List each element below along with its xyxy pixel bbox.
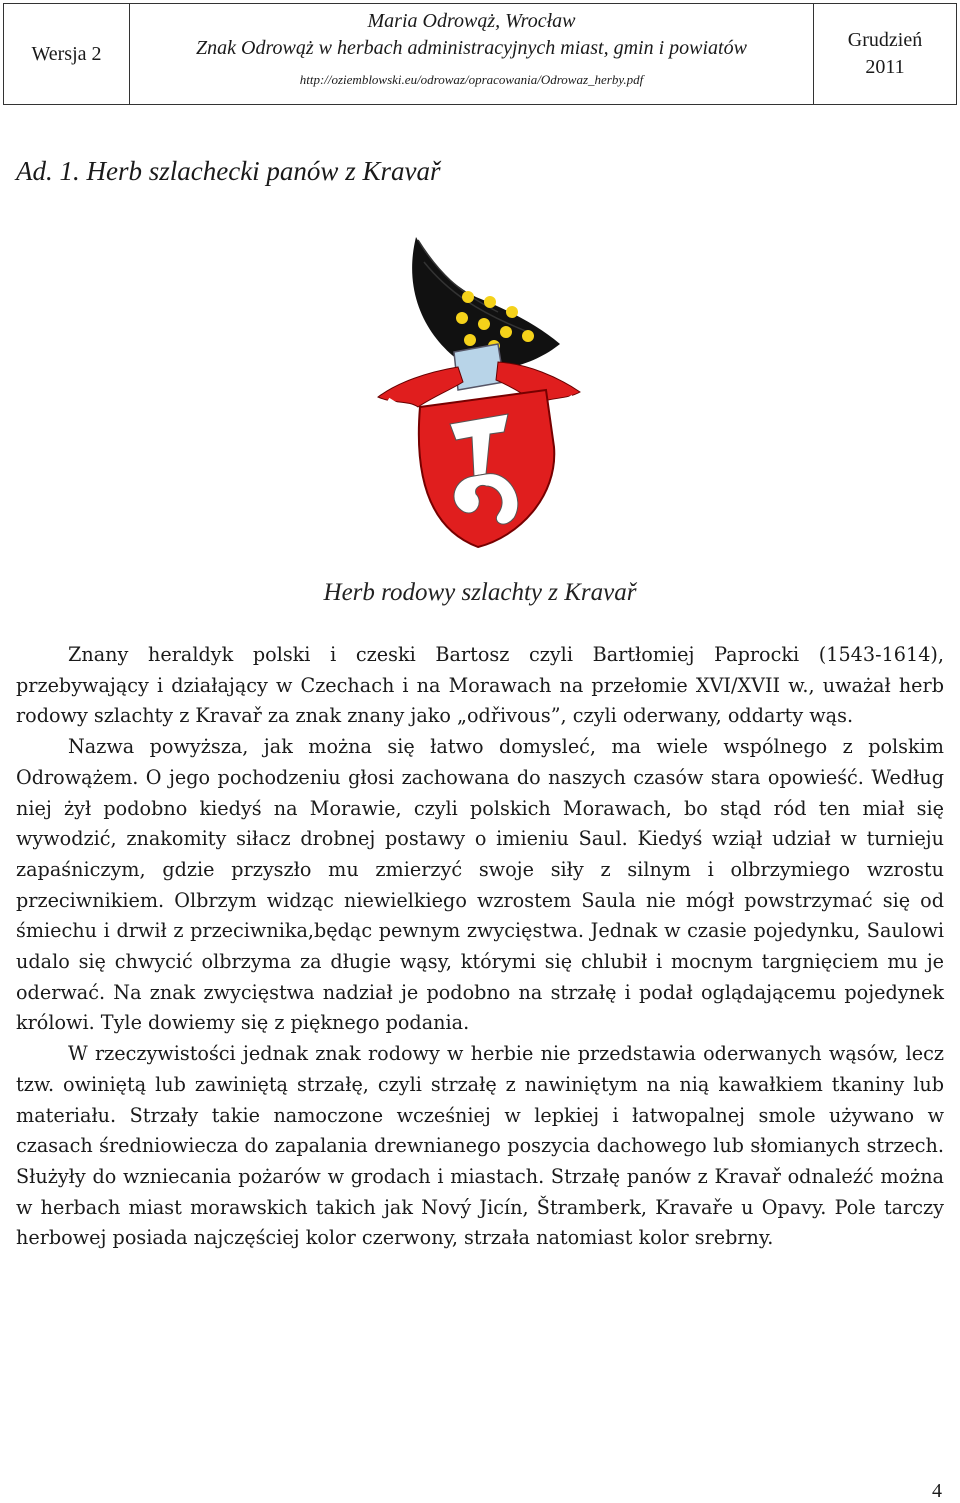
date-year: 2011 — [865, 56, 905, 78]
paragraph: Nazwa powyższa, jak można się łatwo domysleć, ma wiele wspólnego z polskim Odrowążem. O jego pochodzeniu głosi zachowana do naszych czasów stara opowieść. Według niej żył podobno kiedyś na Morawie, czyli polskich Morawach, bo stąd ród ten miał się wywodzić, znakomity siłacz drobnej postawy o imieniu Saul. Kiedyś wziął udział w turnieju zapaśniczym, gdzie przyszło mu zmierzyć swoje siły z silnym i olbrzymiego wzrostu przeciwnikiem. Olbrzym widząc niewielkiego wzrostem Saula nie mógł powstrzymać się od śmiechu i drwił z przeciwnika,będąc pewnym zwycięstwa. Jednak w czasie pojedynku, Saulowi udalo się chwycić olbrzyma za długie wąsy, którymi się chlubił i mocnym targnięciem mu je oderwać. Na znak zwycięstwa nadział je podobno na strzałę i podał oglądającemu pojedynek królowi. Tyle dowiemy się z pięknego podania. — [16, 735, 944, 1035]
paragraph: Znany heraldyk polski i czeski Bartosz czyli Bartłomiej Paprocki (1543-1614), przebywający i działający w Czechach i na Morawach na przełomie XVI/XVII w., uważał herb rodowy szlachty z Kravař za znak znany jako „odřivous”, czyli oderwany, oddarty wąs. — [16, 643, 944, 728]
page-number: 4 — [932, 1480, 942, 1502]
source-url[interactable]: http://oziemblowski.eu/odrowaz/opracowania/Odrowaz_herby.pdf — [299, 72, 644, 87]
date-cell — [814, 4, 956, 104]
document-header — [3, 3, 957, 105]
author-name: Maria Odrowąż, Wrocław — [367, 10, 576, 32]
version-cell — [4, 4, 130, 104]
version-label: Wersja 2 — [31, 42, 102, 65]
title-cell — [130, 4, 814, 104]
coat-of-arms-image — [358, 232, 598, 552]
date-month: Grudzień — [847, 29, 923, 51]
document-title: Znak Odrowąż w herbach administracyjnych miast, gmin i powiatów — [196, 37, 747, 59]
paragraph: W rzeczywistości jednak znak rodowy w herbie nie przedstawia oderwanych wąsów, lecz tzw. owiniętą lub zawiniętą strzałę, czyli strzałę z nawiniętym na nią kawałkiem tkaniny lub materiału. Strzały takie namoczone wcześniej w lepkiej i łatwopalnej smole używano w czasach średniowiecza do zapalania drewnianego poszycia dachowego lub słomianych strzech. Służyły do wzniecania pożarów w grodach i miastach. Strzałę panów z Kravař odnaleźć można w herbach miast morawskich takich jak Nový Jicín, Štramberk, Kravaře u Opavy. Pole tarczy herbowej posiada najczęściej kolor czerwony, strzała natomiast kolor srebrny. — [16, 1042, 944, 1250]
section-title: Ad. 1. Herb szlachecki panów z Kravař — [16, 156, 441, 186]
image-caption: Herb rodowy szlachty z Kravař — [323, 579, 637, 606]
body-text — [16, 640, 944, 1254]
